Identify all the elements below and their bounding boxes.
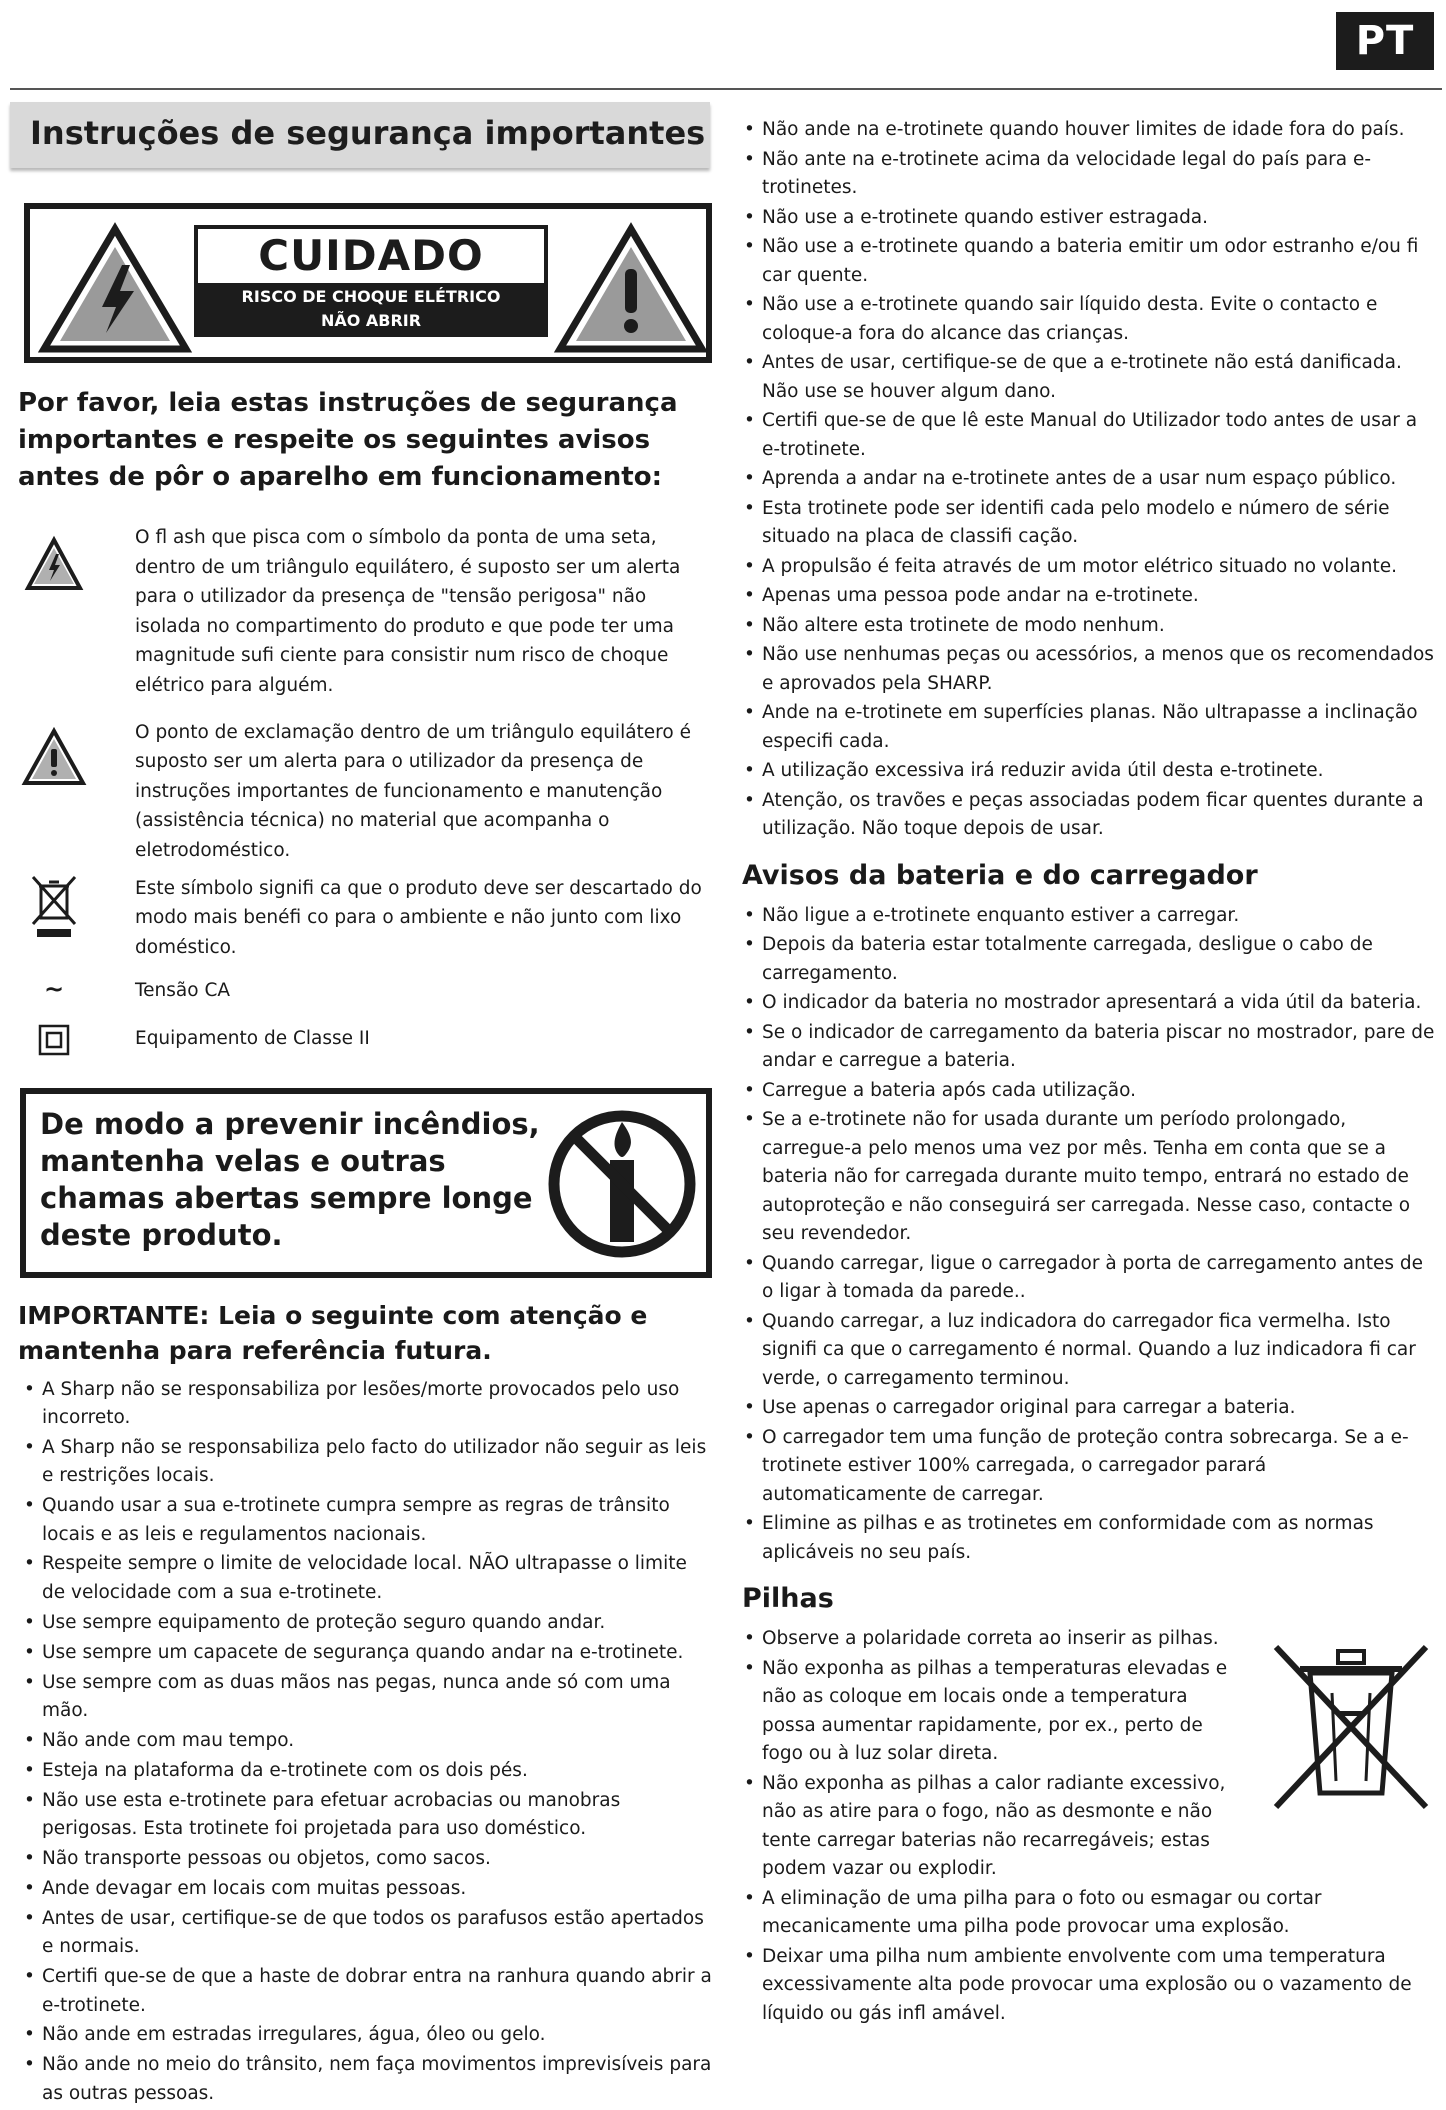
list-item: • Não use nenhumas peças ou acessórios, a menos que os recomendados e aprovados pela SHARP.	[738, 641, 1436, 698]
symbol-row-class-ii	[18, 1024, 712, 1054]
list-item: • A eliminação de uma pilha para o foto ou esmagar ou cortar mecanicamente uma pilha pode provocar uma explosão.	[738, 1885, 1436, 1942]
list-item: • Não transporte pessoas ou objetos, como sacos.	[18, 1845, 712, 1873]
list-item: • Atenção, os travões e peças associadas podem ficar quentes durante a utilização. Não toque depois de usar.	[738, 787, 1436, 844]
symbol-text-lightning: O fl ash que pisca com o símbolo da ponta de uma seta, dentro de um triângulo equilátero, é suposto ser um alerta para o utilizador da presença de "tensão perigosa" não isolada no compartimento do produto e que pode ter uma magnitude sufi ciente para consistir num risco de choque elétrico para alguém.	[135, 527, 681, 696]
ac-tilde-icon: ~	[43, 975, 65, 1004]
list-item: • Não altere esta trotinete de modo nenhum.	[738, 612, 1436, 641]
list-item: • A utilização excessiva irá reduzir avida útil desta e-trotinete.	[738, 757, 1436, 786]
list-item: • Use sempre equipamento de proteção seguro quando andar.	[18, 1609, 712, 1637]
list-item: • Esteja na plataforma da e-trotinete com os dois pés.	[18, 1757, 712, 1785]
list-item: • Respeite sempre o limite de velocidade local. NÃO ultrapasse o limite de velocidade com a sua e-trotinete.	[18, 1550, 712, 1607]
symbol-row-exclamation	[18, 718, 712, 866]
list-item: • Não ande em estradas irregulares, água, óleo ou gelo.	[18, 2021, 712, 2049]
battery-list	[738, 902, 1436, 1568]
important-list	[18, 1376, 712, 2109]
language-badge: PT	[1336, 12, 1434, 70]
list-item: • Não use a e-trotinete quando estiver estragada.	[738, 204, 1436, 233]
list-item: • Não ligue a e-trotinete enquanto estiver a carregar.	[738, 902, 1436, 931]
list-item: • Se o indicador de carregamento da bateria piscar no mostrador, pare de andar e carregue a bateria.	[738, 1019, 1436, 1076]
class-ii-icon	[38, 1024, 70, 1056]
list-item: • Apenas uma pessoa pode andar na e-trotinete.	[738, 582, 1436, 611]
symbol-text-exclamation: O ponto de exclamação dentro de um triângulo equilátero é suposto ser um alerta para o utilizador da presença de instruções importantes de funcionamento e manutenção (assistência técnica) no material que acompanha o eletrodoméstico.	[135, 721, 691, 861]
list-item: • Observe a polaridade correta ao inserir as pilhas.	[738, 1625, 1436, 1654]
list-item: • Ande na e-trotinete em superfícies planas. Não ultrapasse a inclinação especifi cada.	[738, 699, 1436, 756]
caution-line-1: RISCO DE CHOQUE ELÉTRICO	[241, 287, 501, 306]
list-item: • Elimine as pilhas e as trotinetes em conformidade com as normas aplicáveis no seu país.	[738, 1510, 1436, 1567]
caution-title: CUIDADO	[258, 231, 484, 280]
general-list	[738, 116, 1436, 844]
list-item: • O indicador da bateria no mostrador apresentará a vida útil da bateria.	[738, 989, 1436, 1018]
list-item: • Certifi que-se de que a haste de dobrar entra na ranhura quando abrir a e-trotinete.	[18, 1963, 712, 2020]
exclamation-triangle-icon	[22, 728, 86, 786]
list-item: • Carregue a bateria após cada utilização.	[738, 1077, 1436, 1106]
fire-warning-box	[20, 1088, 712, 1278]
pilhas-heading: Pilhas	[742, 1583, 834, 1614]
exclamation-triangle-icon	[556, 225, 706, 353]
list-item: • Não ante na e-trotinete acima da velocidade legal do país para e-trotinetes.	[738, 146, 1436, 203]
list-item: • A propulsão é feita através de um motor elétrico situado no volante.	[738, 553, 1436, 582]
caution-label	[194, 225, 548, 337]
crossed-bin-icon	[31, 874, 77, 940]
symbol-text-weee: Este símbolo signifi ca que o produto deve ser descartado do modo mais benéfi co para o ambiente e não junto com lixo doméstico.	[135, 877, 702, 958]
important-heading: IMPORTANTE: Leia o seguinte com atenção e mantenha para referência futura.	[18, 1300, 648, 1365]
list-item: • Não exponha as pilhas a calor radiante excessivo, não as atire para o fogo, não as desmonte e não tente carregar baterias não recarregáveis; estas podem vazar ou explodir.	[738, 1770, 1436, 1884]
caution-subtitle	[198, 283, 544, 333]
list-item: • Aprenda a andar na e-trotinete antes de a usar num espaço público.	[738, 465, 1436, 494]
list-item: • Não ande com mau tempo.	[18, 1727, 712, 1755]
list-item: • Quando carregar, ligue o carregador à porta de carregamento antes de o ligar à tomada da parede..	[738, 1250, 1436, 1307]
list-item: • Antes de usar, certifique-se de que todos os parafusos estão apertados e normais.	[18, 1905, 712, 1962]
list-item: • Não use a e-trotinete quando a bateria emitir um odor estranho e/ou fi car quente.	[738, 233, 1436, 290]
left-column	[10, 102, 712, 2110]
list-item: • Esta trotinete pode ser identifi cada pelo modelo e número de série situado na placa de classifi cação.	[738, 495, 1436, 552]
pilhas-section	[738, 1625, 1436, 2028]
lightning-triangle-icon	[25, 537, 83, 591]
list-item: • Use sempre com as duas mãos nas pegas, nunca ande só com uma mão.	[18, 1669, 712, 1726]
list-item: • Antes de usar, certifique-se de que a e-trotinete não está danificada. Não use se houver algum dano.	[738, 349, 1436, 406]
pilhas-list	[738, 1625, 1436, 2028]
list-item: • Quando carregar, a luz indicadora do carregador fica vermelha. Isto signifi ca que o carregamento é normal. Quando a luz indicadora fi car verde, o carregamento terminou.	[738, 1308, 1436, 1394]
list-item: • Não ande na e-trotinete quando houver limites de idade fora do país.	[738, 116, 1436, 145]
list-item: • Use sempre um capacete de segurança quando andar na e-trotinete.	[18, 1639, 712, 1667]
intro-text: Por favor, leia estas instruções de segurança importantes e respeite os seguintes avisos antes de pôr o aparelho em funcionamento:	[18, 388, 678, 492]
list-item: • Use apenas o carregador original para carregar a bateria.	[738, 1394, 1436, 1423]
fire-warning-text: De modo a prevenir incêndios, mantenha velas e outras chamas abertas sempre longe deste produto.	[40, 1106, 540, 1252]
list-item: • Não exponha as pilhas a temperaturas elevadas e não as coloque em locais onde a temperatura possa aumentar rapidamente, por ex., perto de fogo ou à luz solar direta.	[738, 1655, 1436, 1769]
symbol-text-ac: Tensão CA	[135, 980, 231, 1002]
list-item: • A Sharp não se responsabiliza pelo facto do utilizador não seguir as leis e restrições locais.	[18, 1434, 712, 1491]
list-item: • Certifi que-se de que lê este Manual do Utilizador todo antes de usar a e-trotinete.	[738, 407, 1436, 464]
header-divider	[10, 88, 1442, 90]
caution-line-2: NÃO ABRIR	[320, 311, 422, 330]
list-item: • Não use a e-trotinete quando sair líquido desta. Evite o contacto e coloque-a fora do alcance das crianças.	[738, 291, 1436, 348]
list-item: • Depois da bateria estar totalmente carregada, desligue o cabo de carregamento.	[738, 931, 1436, 988]
list-item: • A Sharp não se responsabiliza por lesões/morte provocados pelo uso incorreto.	[18, 1376, 712, 1433]
caution-label-box	[24, 203, 712, 363]
list-item: • Ande devagar em locais com muitas pessoas.	[18, 1875, 712, 1903]
list-item: • O carregador tem uma função de proteção contra sobrecarga. Se a e-trotinete estiver 100% carregada, o carregador parará automaticamente de carregar.	[738, 1424, 1436, 1510]
symbol-row-lightning	[18, 523, 712, 701]
list-item: • Não use esta e-trotinete para efetuar acrobacias ou manobras perigosas. Esta trotinete foi projetada para uso doméstico.	[18, 1787, 712, 1844]
list-item: • Deixar uma pilha num ambiente envolvente com uma temperatura excessivamente alta pode provocar uma explosão ou o vazamento de líquido ou gás infl amável.	[738, 1943, 1436, 2029]
list-item: • Quando usar a sua e-trotinete cumpra sempre as regras de trânsito locais e as leis e regulamentos nacionais.	[18, 1492, 712, 1549]
symbol-row-weee	[18, 874, 712, 963]
lightning-triangle-icon	[40, 225, 190, 353]
symbol-text-class-ii: Equipamento de Classe II	[135, 1027, 370, 1049]
page-title: Instruções de segurança importantes	[10, 102, 710, 168]
symbol-row-ac	[18, 976, 712, 1006]
right-column	[738, 102, 1436, 2029]
list-item: • Se a e-trotinete não for usada durante um período prolongado, carregue-a pelo menos uma vez por mês. Tenha em conta que se a bateria não for carregada durante muito tempo, entrará no estado de autoproteção e não conseguirá ser carregada. Nesse caso, contacte o seu revendedor.	[738, 1106, 1436, 1249]
no-open-flame-icon	[546, 1108, 698, 1260]
list-item: • Não ande no meio do trânsito, nem faça movimentos imprevisíveis para as outras pessoas.	[18, 2051, 712, 2108]
battery-heading: Avisos da bateria e do carregador	[742, 859, 1258, 891]
